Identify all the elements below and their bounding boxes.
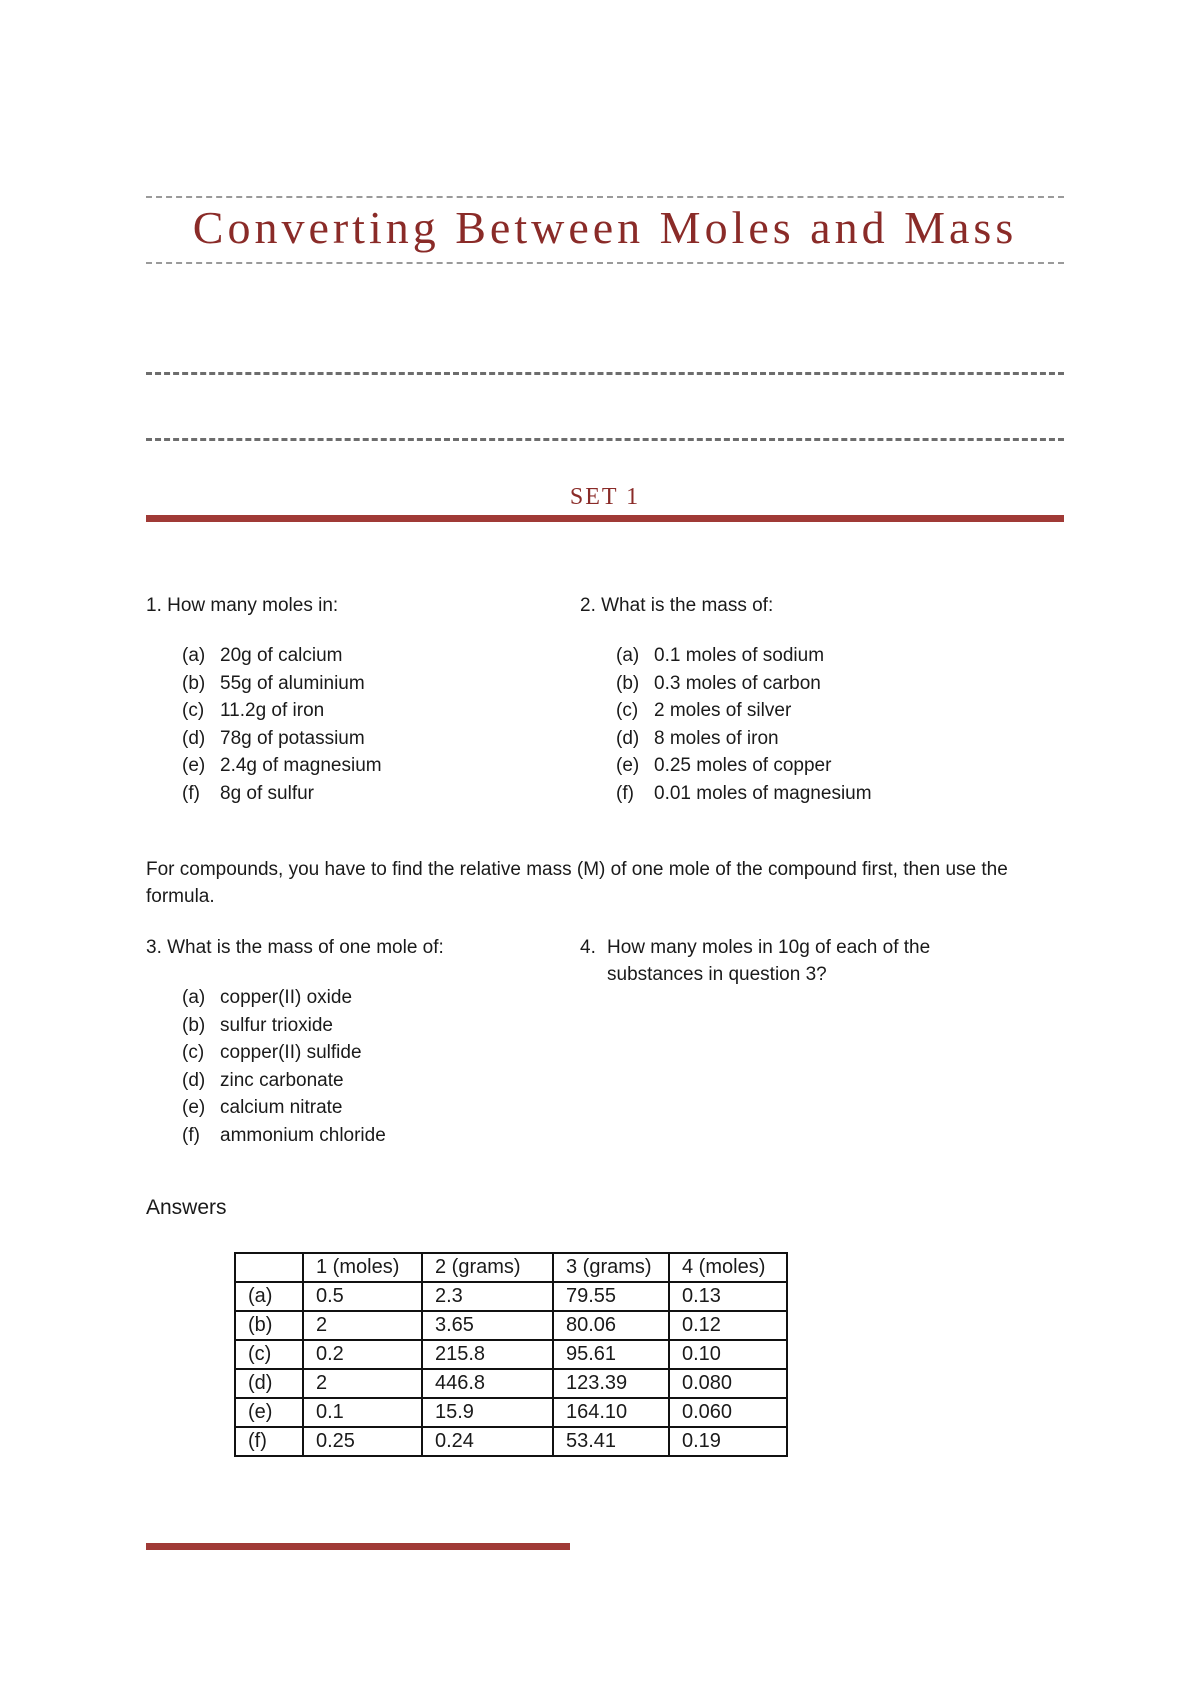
table-cell: 0.25	[303, 1427, 422, 1456]
table-cell: 164.10	[553, 1398, 669, 1427]
item-text: zinc carbonate	[220, 1069, 344, 1091]
table-cell: 79.55	[553, 1282, 669, 1311]
table-header-cell: 1 (moles)	[303, 1253, 422, 1282]
list-item	[182, 1122, 386, 1150]
list-item	[616, 697, 872, 725]
table-cell: 80.06	[553, 1311, 669, 1340]
item-label: (f)	[182, 1124, 200, 1146]
item-text: 11.2g of iron	[220, 700, 325, 722]
table-cell: 3.65	[422, 1311, 553, 1340]
item-text: sulfur trioxide	[220, 1014, 333, 1036]
table-cell: 0.080	[669, 1369, 787, 1398]
list-item	[182, 984, 386, 1012]
item-label: (a)	[182, 987, 206, 1008]
item-text: copper(II) oxide	[220, 987, 353, 1008]
title-top-rule	[146, 196, 1064, 198]
question-2-prompt: 2. What is the mass of:	[580, 595, 774, 616]
item-label: (f)	[616, 782, 634, 804]
table-cell: 2	[303, 1311, 422, 1340]
item-text: 8g of sulfur	[220, 782, 314, 804]
item-label: (e)	[182, 755, 206, 777]
list-item	[616, 780, 872, 808]
table-header-cell	[235, 1253, 303, 1282]
question-2-list	[616, 642, 872, 808]
compounds-note: For compounds, you have to find the relative mass (M) of one mole of the compound first, then use the formula.	[146, 859, 1008, 907]
answers-heading: Answers	[146, 1196, 227, 1219]
item-label: (c)	[182, 700, 205, 722]
item-text: 0.01 moles of magnesium	[654, 782, 872, 804]
list-item	[182, 670, 382, 698]
answers-table	[234, 1252, 788, 1457]
question-1-list	[182, 642, 382, 808]
item-text: 0.1 moles of sodium	[654, 645, 825, 666]
table-header-row	[235, 1253, 787, 1282]
item-text: 0.3 moles of carbon	[654, 672, 821, 694]
list-item	[182, 1094, 386, 1122]
name-line-2	[146, 438, 1064, 441]
table-cell: 0.13	[669, 1282, 787, 1311]
question-4-number: 4.	[580, 937, 596, 958]
list-item	[182, 1039, 386, 1067]
table-cell: (c)	[235, 1340, 303, 1369]
item-text: calcium nitrate	[220, 1097, 343, 1119]
list-item	[616, 725, 872, 753]
item-label: (b)	[182, 1014, 206, 1036]
list-item	[182, 642, 382, 670]
table-row	[235, 1427, 787, 1456]
item-text: ammonium chloride	[220, 1124, 386, 1146]
table-cell: 2.3	[422, 1282, 553, 1311]
table-cell: 95.61	[553, 1340, 669, 1369]
item-label: (c)	[182, 1042, 205, 1064]
item-label: (a)	[182, 645, 206, 666]
table-cell: (f)	[235, 1427, 303, 1456]
table-cell: 0.2	[303, 1340, 422, 1369]
item-label: (b)	[616, 672, 640, 694]
question-3-prompt: 3. What is the mass of one mole of:	[146, 937, 444, 958]
table-cell: 446.8	[422, 1369, 553, 1398]
table-cell: 215.8	[422, 1340, 553, 1369]
list-item	[616, 670, 872, 698]
table-cell: (a)	[235, 1282, 303, 1311]
item-label: (f)	[182, 782, 200, 804]
table-cell: 2	[303, 1369, 422, 1398]
item-label: (b)	[182, 672, 206, 694]
table-cell: 0.19	[669, 1427, 787, 1456]
table-row	[235, 1340, 787, 1369]
question-1-prompt: 1. How many moles in:	[146, 595, 339, 616]
table-cell: 15.9	[422, 1398, 553, 1427]
table-cell: 0.5	[303, 1282, 422, 1311]
table-cell: 0.12	[669, 1311, 787, 1340]
list-item	[616, 752, 872, 780]
title-bottom-rule	[146, 262, 1064, 264]
table-header-cell: 4 (moles)	[669, 1253, 787, 1282]
item-label: (c)	[616, 700, 639, 722]
page-title: Converting Between Moles and Mass	[192, 202, 1018, 253]
table-row	[235, 1398, 787, 1427]
table-row	[235, 1311, 787, 1340]
item-label: (a)	[616, 645, 640, 666]
set-title: SET 1	[569, 484, 641, 510]
table-row	[235, 1369, 787, 1398]
item-label: (d)	[182, 727, 206, 749]
item-label: (e)	[616, 755, 640, 777]
table-cell: (e)	[235, 1398, 303, 1427]
item-text: copper(II) sulfide	[220, 1042, 362, 1064]
item-text: 8 moles of iron	[654, 727, 779, 749]
list-item	[182, 752, 382, 780]
table-cell: 0.060	[669, 1398, 787, 1427]
item-text: 78g of potassium	[220, 727, 365, 749]
table-cell: 123.39	[553, 1369, 669, 1398]
table-header-cell: 2 (grams)	[422, 1253, 553, 1282]
item-label: (d)	[616, 727, 640, 749]
footer-bar	[146, 1543, 570, 1550]
table-cell: 0.10	[669, 1340, 787, 1369]
item-text: 20g of calcium	[220, 645, 343, 666]
item-label: (d)	[182, 1069, 206, 1091]
table-cell: 0.1	[303, 1398, 422, 1427]
item-text: 2 moles of silver	[654, 700, 792, 722]
list-item	[182, 1067, 386, 1095]
table-cell: (b)	[235, 1311, 303, 1340]
list-item	[182, 780, 382, 808]
list-item	[616, 642, 872, 670]
list-item	[182, 725, 382, 753]
table-cell: 0.24	[422, 1427, 553, 1456]
item-text: 55g of aluminium	[220, 672, 365, 694]
list-item	[182, 697, 382, 725]
name-line-1	[146, 372, 1064, 375]
question-3-list	[182, 984, 386, 1150]
table-cell: 53.41	[553, 1427, 669, 1456]
set-divider-bar	[146, 515, 1064, 522]
item-text: 2.4g of magnesium	[220, 755, 382, 777]
table-row	[235, 1282, 787, 1311]
item-text: 0.25 moles of copper	[654, 755, 832, 777]
question-4-prompt: How many moles in 10g of each of the substances in question 3?	[607, 937, 931, 985]
list-item	[182, 1012, 386, 1040]
table-header-cell: 3 (grams)	[553, 1253, 669, 1282]
table-cell: (d)	[235, 1369, 303, 1398]
item-label: (e)	[182, 1097, 206, 1119]
